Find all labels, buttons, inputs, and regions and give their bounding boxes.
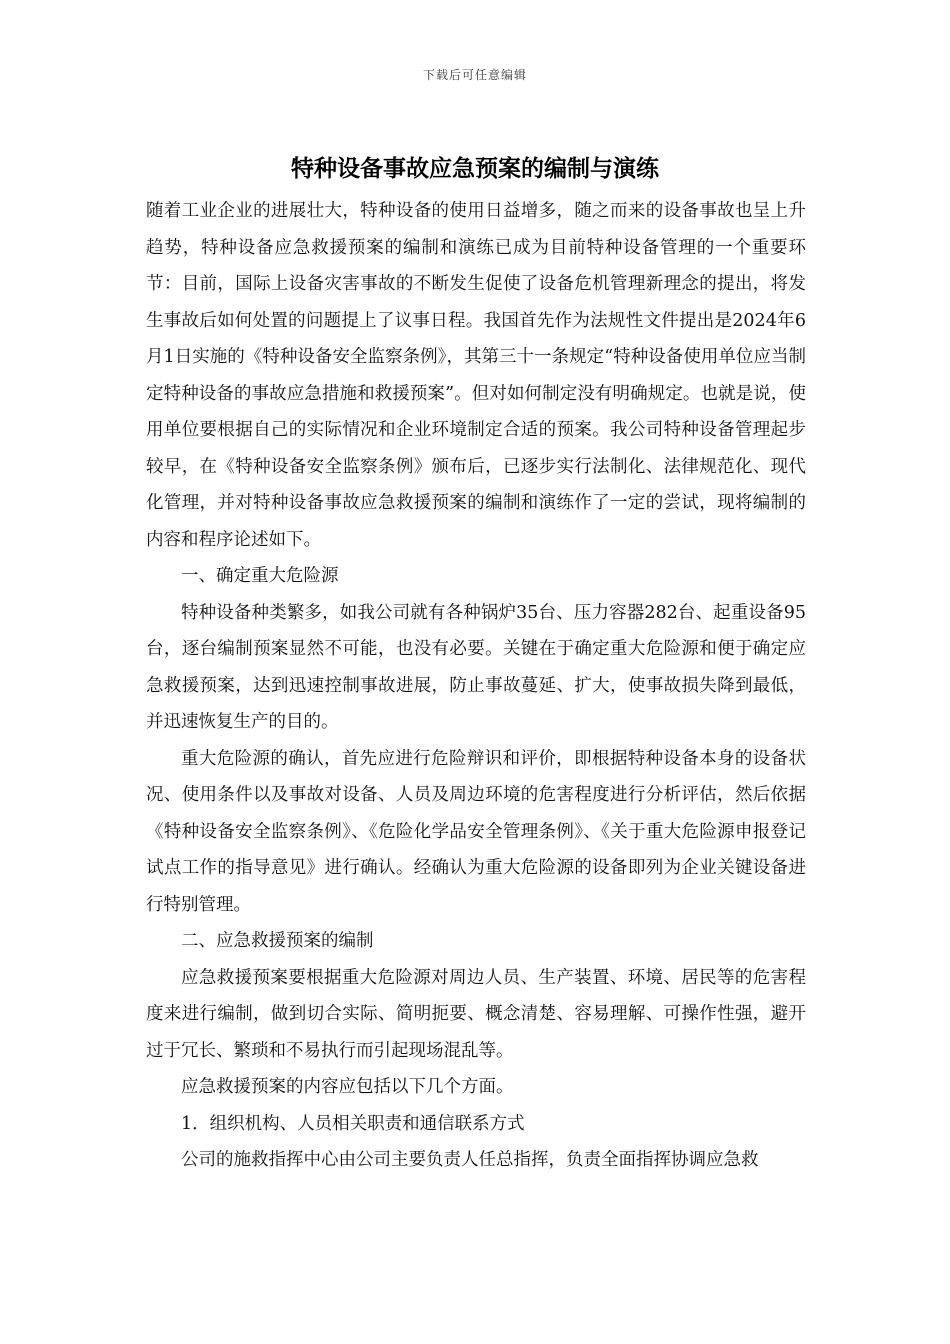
section-heading-2: 二、应急救援预案的编制: [181, 931, 374, 951]
paragraph: 应急救援预案的内容应包括以下几个方面。: [181, 1077, 514, 1097]
paragraph-intro: 随着工业企业的进展壮大，特种设备的使用日益增多，随之而来的设备事故也呈上升趋势，特种设备应急救援预案的编制和演练已成为目前特种设备管理的一个重要环节：目前，国际上设备灾害事故的不断发生促使了设备危机管理新理念的提出，将发生事故后如何处置的问题提上了议事日程。我国首先作为法规性文件提出是2024年6月1日实施的《特种设备安全监察条例》，其第三十一条规定“特种设备使用单位应当制定特种设备的事故应急措施和救援预案”。但对如何制定没有明确规定。也就是说，使用单位要根据自己的实际情况和企业环境制定合适的预案。我公司特种设备管理起步较早，在《特种设备安全监察条例》颁布后，已逐步实行法制化、法律规范化、现代化管理，并对特种设备事故应急救援预案的编制和演练作了一定的尝试，现将编制的内容和程序论述如下。: [146, 201, 806, 550]
document-body: [146, 193, 806, 1179]
paragraph: 公司的施救指挥中心由公司主要负责人任总指挥，负责全面指挥协调应急救: [181, 1150, 759, 1170]
paragraph: 重大危险源的确认，首先应进行危险辩识和评价，即根据特种设备本身的设备状况、使用条件以及事故对设备、人员及周边环境的危害程度进行分析评估，然后依据《特种设备安全监察条例》、《危险化学品安全管理条例》、《关于重大危险源申报登记试点工作的指导意见》进行确认。经确认为重大危险源的设备即列为企业关键设备进行特别管理。: [146, 748, 806, 915]
subsection-heading-1: 1．组织机构、人员相关职责和通信联系方式: [181, 1113, 525, 1134]
section-heading-1: 一、确定重大危险源: [181, 566, 339, 586]
document-title: 特种设备事故应急预案的编制与演练: [291, 156, 659, 182]
paragraph: 特种设备种类繁多，如我公司就有各种锅炉35台、压力容器282台、起重设备95台，逐台编制预案显然不可能，也没有必要。关键在于确定重大危险源和便于确定应急救援预案，达到迅速控制事故进展，防止事故蔓延、扩大，使事故损失降到最低，并迅速恢复生产的目的。: [146, 602, 806, 732]
paragraph: 应急救援预案要根据重大危险源对周边人员、生产装置、环境、居民等的危害程度来进行编制，做到切合实际、简明扼要、概念清楚、容易理解、可操作性强，避开过于冗长、繁琐和不易执行而引起现场混乱等。: [146, 967, 806, 1061]
header-note: 下载后可任意编辑: [422, 68, 527, 82]
